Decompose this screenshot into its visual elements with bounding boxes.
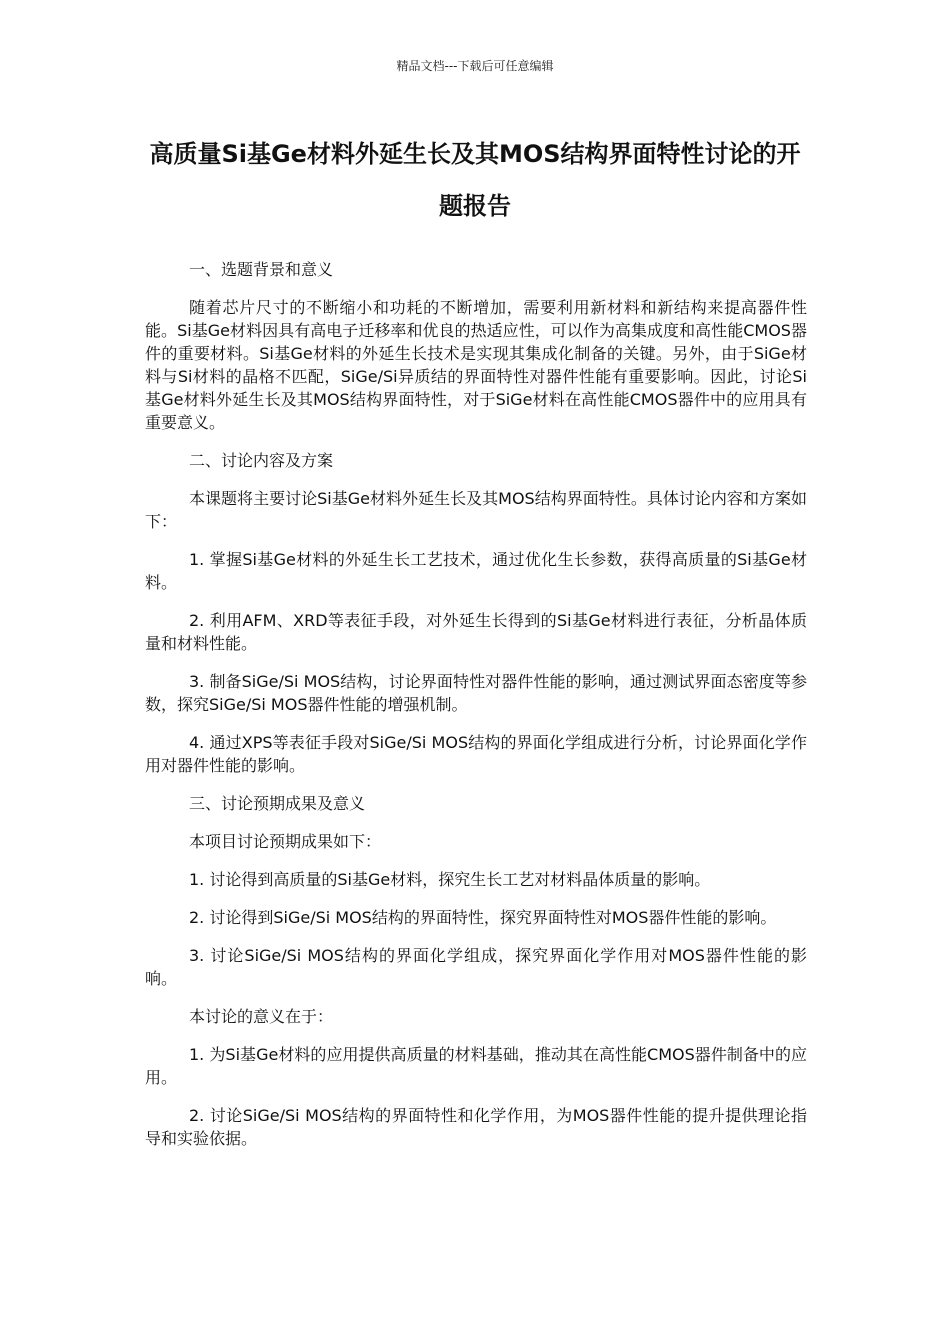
list-item-results-2: 2. 讨论得到SiGe/Si MOS结构的界面特性，探究界面特性对MOS器件性能的影响。 <box>189 908 777 927</box>
list-item-significance-1: 1. 为Si基Ge材料的应用提供高质量的材料基础，推动其在高性能CMOS器件制备中的应用。 <box>145 1045 807 1087</box>
header-note: 精品文档---下载后可任意编辑 <box>396 59 554 73</box>
list-item-results-3: 3. 讨论SiGe/Si MOS结构的界面化学组成，探究界面化学作用对MOS器件性能的影响。 <box>145 946 807 988</box>
paragraph-content-intro: 本课题将主要讨论Si基Ge材料外延生长及其MOS结构界面特性。具体讨论内容和方案如下： <box>145 489 807 531</box>
list-item-results-1: 1. 讨论得到高质量的Si基Ge材料，探究生长工艺对材料晶体质量的影响。 <box>189 870 711 889</box>
list-item-content-4: 4. 通过XPS等表征手段对SiGe/Si MOS结构的界面化学组成进行分析，讨论界面化学作用对器件性能的影响。 <box>145 733 807 775</box>
paragraph-results-intro: 本项目讨论预期成果如下： <box>189 832 382 851</box>
list-item-content-1: 1. 掌握Si基Ge材料的外延生长工艺技术，通过优化生长参数，获得高质量的Si基Ge材料。 <box>145 550 807 592</box>
document-title: 高质量Si基Ge材料外延生长及其MOS结构界面特性讨论的开题报告 <box>149 140 801 220</box>
list-item-significance-2: 2. 讨论SiGe/Si MOS结构的界面特性和化学作用，为MOS器件性能的提升提供理论指导和实验依据。 <box>145 1106 807 1148</box>
paragraph-significance-intro: 本讨论的意义在于： <box>189 1007 334 1026</box>
section-heading-results: 三、讨论预期成果及意义 <box>189 794 366 813</box>
section-heading-content: 二、讨论内容及方案 <box>189 451 334 470</box>
document-body <box>145 258 807 1165</box>
section-heading-background: 一、选题背景和意义 <box>189 260 334 279</box>
list-item-content-3: 3. 制备SiGe/Si MOS结构，讨论界面特性对器件性能的影响，通过测试界面态密度等参数，探究SiGe/Si MOS器件性能的增强机制。 <box>145 672 807 714</box>
list-item-content-2: 2. 利用AFM、XRD等表征手段，对外延生长得到的Si基Ge材料进行表征，分析晶体质量和材料性能。 <box>145 611 807 653</box>
paragraph-background: 随着芯片尺寸的不断缩小和功耗的不断增加，需要利用新材料和新结构来提高器件性能。Si基Ge材料因具有高电子迁移率和优良的热适应性，可以作为高集成度和高性能CMOS器件的重要材料。Si基Ge材料的外延生长技术是实现其集成化制备的关键。另外，由于SiGe材料与Si材料的晶格不匹配，SiGe/Si异质结的界面特性对器件性能有重要影响。因此，讨论Si基Ge材料外延生长及其MOS结构界面特性，对于SiGe材料在高性能CMOS器件中的应用具有重要意义。 <box>145 298 807 432</box>
